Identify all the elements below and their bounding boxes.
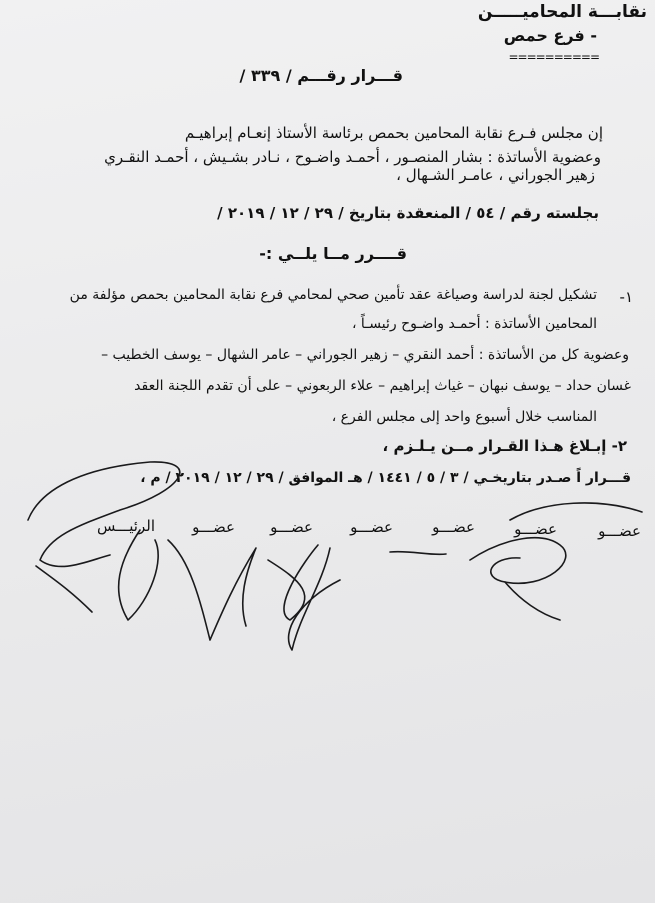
signature-chairman xyxy=(28,462,180,567)
signatory-member-4: عضـــو xyxy=(350,518,393,536)
decided-heading: قــــرر مــا يلــي :- xyxy=(259,244,407,263)
signatory-chairman: الرئيـــس xyxy=(96,517,155,535)
org-name: نقابـــة المحاميـــــن xyxy=(477,2,647,22)
item-1-number: ١- xyxy=(619,288,633,306)
signature-member-6 xyxy=(119,530,159,620)
item-1-line-3: وعضوية كل من الأساتذة : أحمد النقري – زهير الجوراني – عامر الشهال – يوسف الخطيب – xyxy=(101,347,629,363)
item-1-line-4: غسان حداد – يوسف نبهان – غياث إبراهيم – علاء الربعوني – على أن تقدم اللجنة العقد xyxy=(134,378,631,394)
item-2: ٢- إبـلاغ هـذا القـرار مــن يـلـزم ، xyxy=(382,437,627,455)
intro-line-2: وعضوية الأساتذة : بشار المنصـور ، أحمـد واضـوح ، نـادر بشـيش ، أحمـد النقـري xyxy=(104,148,601,166)
signatory-member-3: عضـــو xyxy=(432,518,475,536)
item-1-line-1: تشكيل لجنة لدراسة وصياغة عقد تأمين صحي لمحامي فرع نقابة المحامين بحمص مؤلفة من xyxy=(69,287,597,303)
signatory-member-2: عضـــو xyxy=(514,520,557,538)
signatory-member-6: عضـــو xyxy=(192,518,235,536)
signature-underline-1 xyxy=(36,566,92,612)
signature-member-4 xyxy=(268,545,318,620)
decision-number: قـــرار رقـــم / ٣٣٩ / xyxy=(239,66,403,85)
item-1-line-2: المحامين الأساتذة : أحمـد واضـوح رئيسـاً ، xyxy=(351,316,597,332)
signature-member-1-flourish xyxy=(510,503,642,520)
item-1-line-5: المناسب خلال أسبوع واحد إلى مجلس الفرع ، xyxy=(331,409,597,425)
issued-line: قـــرار اً صـدر بتاريخـي / ٣ / ٥ / ١٤٤١ / هـ الموافق / ٢٩ / ١٢ / ٢٠١٩ / م ، xyxy=(140,470,631,486)
signature-member-2 xyxy=(390,552,446,555)
session-line: بجلسته رقم / ٥٤ / المنعقدة بتاريخ / ٢٩ / ١٢ / ٢٠١٩ / xyxy=(217,204,599,222)
signature-member-3 xyxy=(289,548,340,650)
signatory-member-1: عضـــو xyxy=(598,522,641,540)
signature-member-1-tail xyxy=(505,582,560,620)
branch-name: - فرع حمص xyxy=(503,26,597,45)
signature-member-5 xyxy=(168,540,256,640)
intro-line-1: إن مجلس فـرع نقابة المحامين بحمص برئاسة الأستاذ إنعـام إبراهيـم xyxy=(184,124,603,142)
intro-line-3: زهير الجوراني ، عامـر الشـهال ، xyxy=(396,166,595,184)
signatory-member-5: عضـــو xyxy=(270,518,313,536)
header-rule: ========== xyxy=(508,50,599,64)
signature-member-1 xyxy=(470,538,566,584)
